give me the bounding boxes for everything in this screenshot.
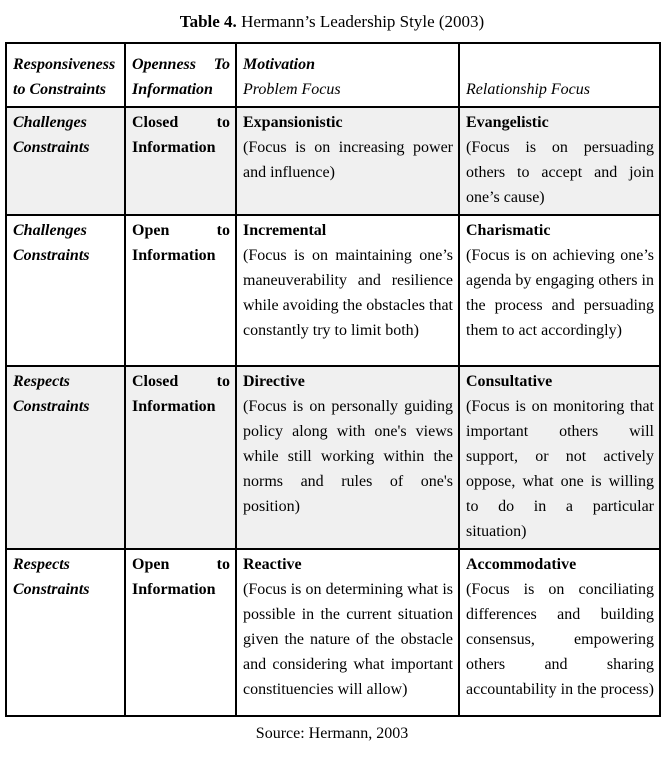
relationship-style-name: Consultative [466,373,553,390]
openness-label: Closed to Information [132,114,230,156]
cell-problem-focus [236,107,459,215]
table-row [6,215,660,366]
relationship-style-description: (Focus is on conciliating differences and building consensus, empowering others and sharing accountability in the process) [466,581,654,698]
responsiveness-label: Respects Constraints [13,556,90,598]
responsiveness-label: Challenges Constraints [13,114,90,156]
problem-style-name: Incremental [243,222,327,239]
header-openness [125,43,236,107]
relationship-style-name: Charismatic [466,222,551,239]
table-title [0,0,664,32]
relationship-style-name: Evangelistic [466,114,549,131]
problem-style-name: Directive [243,373,305,390]
header-row [6,43,660,107]
header-relationship-focus-label: Relationship Focus [466,81,590,98]
cell-relationship-focus [459,215,660,366]
header-responsiveness-label: Responsiveness to Constraints [13,56,116,98]
header-motivation [236,43,459,107]
cell-responsiveness [6,549,125,716]
header-openness-label: Openness To Information [132,56,230,98]
cell-problem-focus [236,215,459,366]
cell-responsiveness [6,215,125,366]
openness-label: Open to Information [132,222,230,264]
problem-style-description: (Focus is on maintaining one’s maneuverability and resilience while avoiding the obstacles that constantly try to limit both) [243,247,453,339]
cell-openness [125,549,236,716]
cell-openness [125,107,236,215]
table-row [6,366,660,549]
cell-relationship-focus [459,549,660,716]
relationship-style-description: (Focus is on monitoring that important others will support, or not actively oppose, what one is willing to do in a particular situation) [466,398,654,540]
cell-relationship-focus [459,107,660,215]
problem-style-description: (Focus is on personally guiding policy along with one's views while still working within the norms and rules of one's position) [243,398,453,515]
responsiveness-label: Challenges Constraints [13,222,90,264]
cell-responsiveness [6,107,125,215]
relationship-style-description: (Focus is on achieving one’s agenda by engaging others in the process and persuading them to act accordingly) [466,247,654,339]
table-title-text: Hermann’s Leadership Style (2003) [236,12,485,31]
leadership-style-table [5,42,661,717]
problem-style-description: (Focus is on determining what is possible in the current situation given the nature of the obstacle and considering what important constituencies will allow) [243,581,453,698]
openness-label: Closed to Information [132,373,230,415]
table-row [6,549,660,716]
header-responsiveness [6,43,125,107]
cell-relationship-focus [459,366,660,549]
cell-problem-focus [236,549,459,716]
problem-style-name: Expansionistic [243,114,343,131]
responsiveness-label: Respects Constraints [13,373,90,415]
relationship-style-name: Accommodative [466,556,577,573]
source-note: Source: Hermann, 2003 [255,725,409,742]
cell-openness [125,366,236,549]
header-problem-focus-label: Problem Focus [243,81,341,98]
table-row [6,107,660,215]
problem-style-name: Reactive [243,556,302,573]
header-relationship-focus [459,43,660,107]
cell-problem-focus [236,366,459,549]
cell-openness [125,215,236,366]
problem-style-description: (Focus is on increasing power and influence) [243,139,453,181]
relationship-style-description: (Focus is on persuading others to accept and join one’s cause) [466,139,654,206]
openness-label: Open to Information [132,556,230,598]
cell-responsiveness [6,366,125,549]
header-motivation-label: Motivation [243,56,316,73]
table-title-label: Table 4. [179,12,237,31]
